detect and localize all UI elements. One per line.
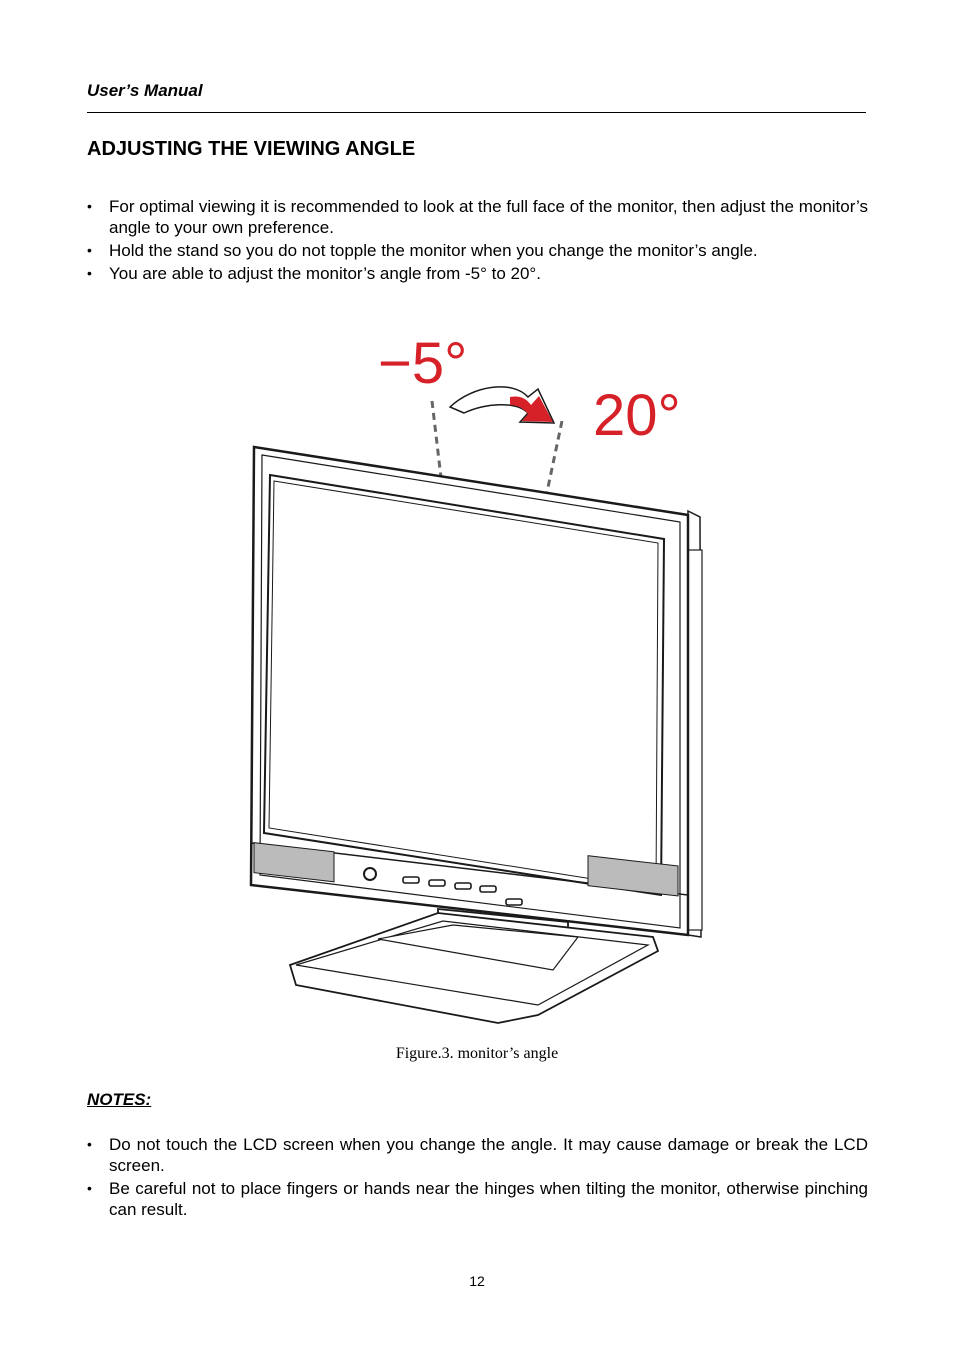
notes-bullet-list (87, 1134, 868, 1222)
control-button-icon (429, 880, 445, 886)
monitor-angle-figure (248, 325, 704, 1025)
monitor-illustration (248, 325, 704, 1025)
figure-caption-text: monitor’s angle (457, 1045, 559, 1062)
figure-caption-prefix: Figure.3. (395, 1045, 454, 1062)
notes-bullet-item: • Do not touch the LCD screen when you change the angle. It may cause damage or break the LCD screen. (87, 1134, 868, 1176)
angle-min-label: −5° (378, 331, 468, 396)
intro-bullet-item: • Hold the stand so you do not topple the monitor when you change the monitor’s angle. (87, 240, 868, 261)
power-button-icon (364, 868, 376, 880)
page-number: 12 (469, 1273, 485, 1289)
intro-bullet-item: • For optimal viewing it is recommended to look at the full face of the monitor, then adjust the monitor’s angle to your own preference. (87, 196, 868, 238)
intro-bullet-list (87, 196, 868, 286)
control-button-icon (403, 877, 419, 883)
control-button-icon (455, 883, 471, 889)
section-title: ADJUSTING THE VIEWING ANGLE (87, 138, 416, 160)
control-button-icon (480, 886, 496, 892)
figure-caption (0, 1045, 954, 1063)
running-header: User’s Manual (87, 81, 203, 100)
header-rule (87, 112, 866, 113)
notes-heading: NOTES: (87, 1090, 152, 1109)
control-button-icon (506, 899, 522, 905)
angle-max-label: 20° (593, 383, 681, 448)
intro-bullet-item: • You are able to adjust the monitor’s angle from -5° to 20°. (87, 263, 868, 284)
notes-bullet-item: • Be careful not to place fingers or hands near the hinges when tilting the monitor, otherwise pinching can result. (87, 1178, 868, 1220)
